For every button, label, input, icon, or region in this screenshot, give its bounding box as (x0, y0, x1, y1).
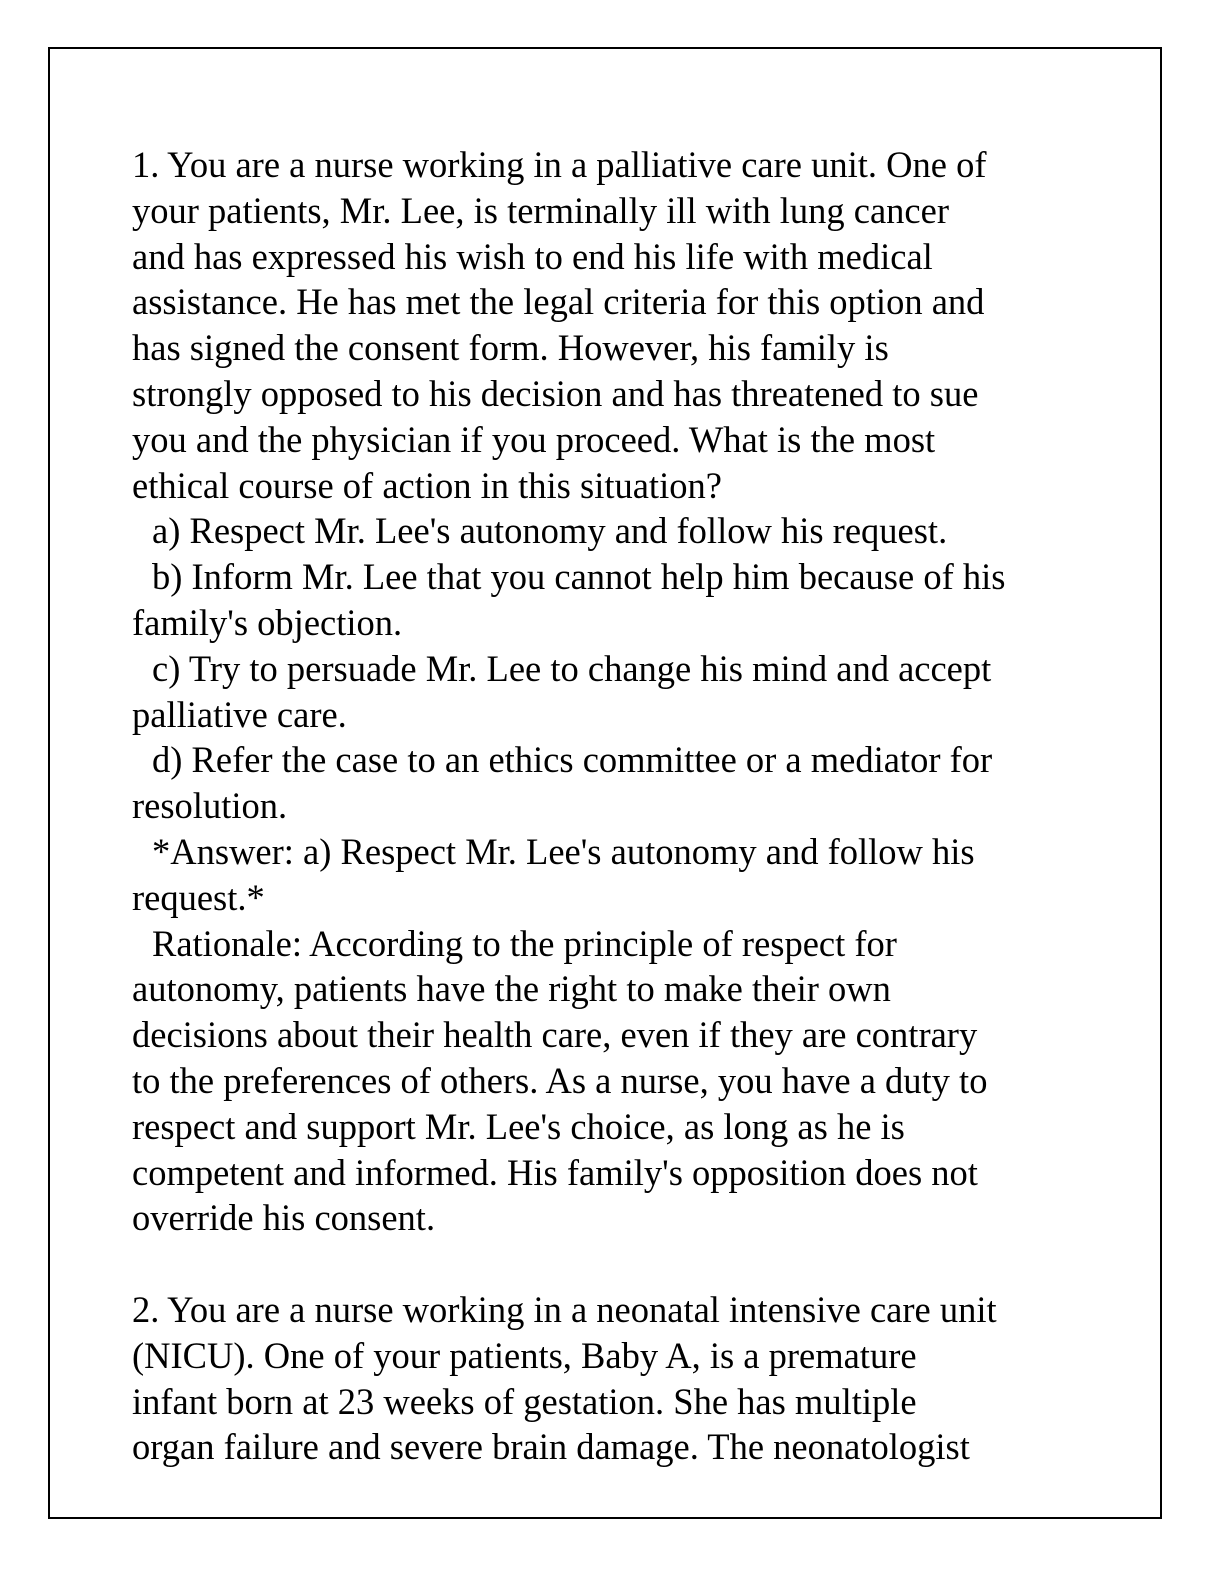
text-line: 2. You are a nurse working in a neonatal intensive care unit (132, 1288, 997, 1330)
rationale-text: competent and informed. His family's opposition does not (132, 1151, 978, 1193)
paragraph-gap (132, 1241, 1132, 1287)
rationale-text: autonomy, patients have the right to make their own (132, 968, 891, 1010)
question-2-stem (132, 1287, 1132, 1470)
rationale-text: respect and support Mr. Lee's choice, as long as he is (132, 1105, 905, 1147)
text-line: infant born at 23 weeks of gestation. She has multiple (132, 1380, 917, 1422)
option-text: b) Inform Mr. Lee that you cannot help him because of his (152, 556, 1006, 598)
option-c (132, 646, 1132, 738)
text-line: (NICU). One of your patients, Baby A, is a premature (132, 1334, 917, 1376)
option-text: c) Try to persuade Mr. Lee to change his mind and accept (152, 647, 992, 689)
option-text: a) Respect Mr. Lee's autonomy and follow his request. (152, 510, 948, 552)
rationale-text: decisions about their health care, even if they are contrary (132, 1014, 978, 1056)
option-text: family's objection. (132, 601, 403, 643)
option-a (132, 508, 1132, 554)
option-b (132, 554, 1132, 646)
document-body (132, 142, 1132, 1470)
text-line: organ failure and severe brain damage. The neonatologist (132, 1426, 970, 1468)
question-1-stem (132, 142, 1132, 508)
text-line: ethical course of action in this situation? (132, 464, 722, 506)
option-d (132, 737, 1132, 829)
text-line: strongly opposed to his decision and has threatened to sue (132, 372, 979, 414)
option-text: resolution. (132, 785, 288, 827)
rationale (132, 921, 1132, 1242)
text-line: assistance. He has met the legal criteria for this option and (132, 281, 985, 323)
answer-text: request.* (132, 876, 265, 918)
option-text: palliative care. (132, 693, 347, 735)
text-line: your patients, Mr. Lee, is terminally ill with lung cancer (132, 189, 949, 231)
text-line: you and the physician if you proceed. What is the most (132, 418, 936, 460)
option-text: d) Refer the case to an ethics committee or a mediator for (152, 739, 993, 781)
rationale-text: Rationale: According to the principle of respect for (152, 922, 897, 964)
answer (132, 829, 1132, 921)
text-line: and has expressed his wish to end his life with medical (132, 235, 933, 277)
question-1 (132, 142, 1132, 1241)
text-line: has signed the consent form. However, his family is (132, 327, 889, 369)
text-line: 1. You are a nurse working in a palliative care unit. One of (132, 144, 987, 185)
rationale-text: override his consent. (132, 1197, 436, 1239)
question-2 (132, 1287, 1132, 1470)
rationale-text: to the preferences of others. As a nurse, you have a duty to (132, 1059, 988, 1101)
answer-text: *Answer: a) Respect Mr. Lee's autonomy and follow his (152, 830, 975, 872)
